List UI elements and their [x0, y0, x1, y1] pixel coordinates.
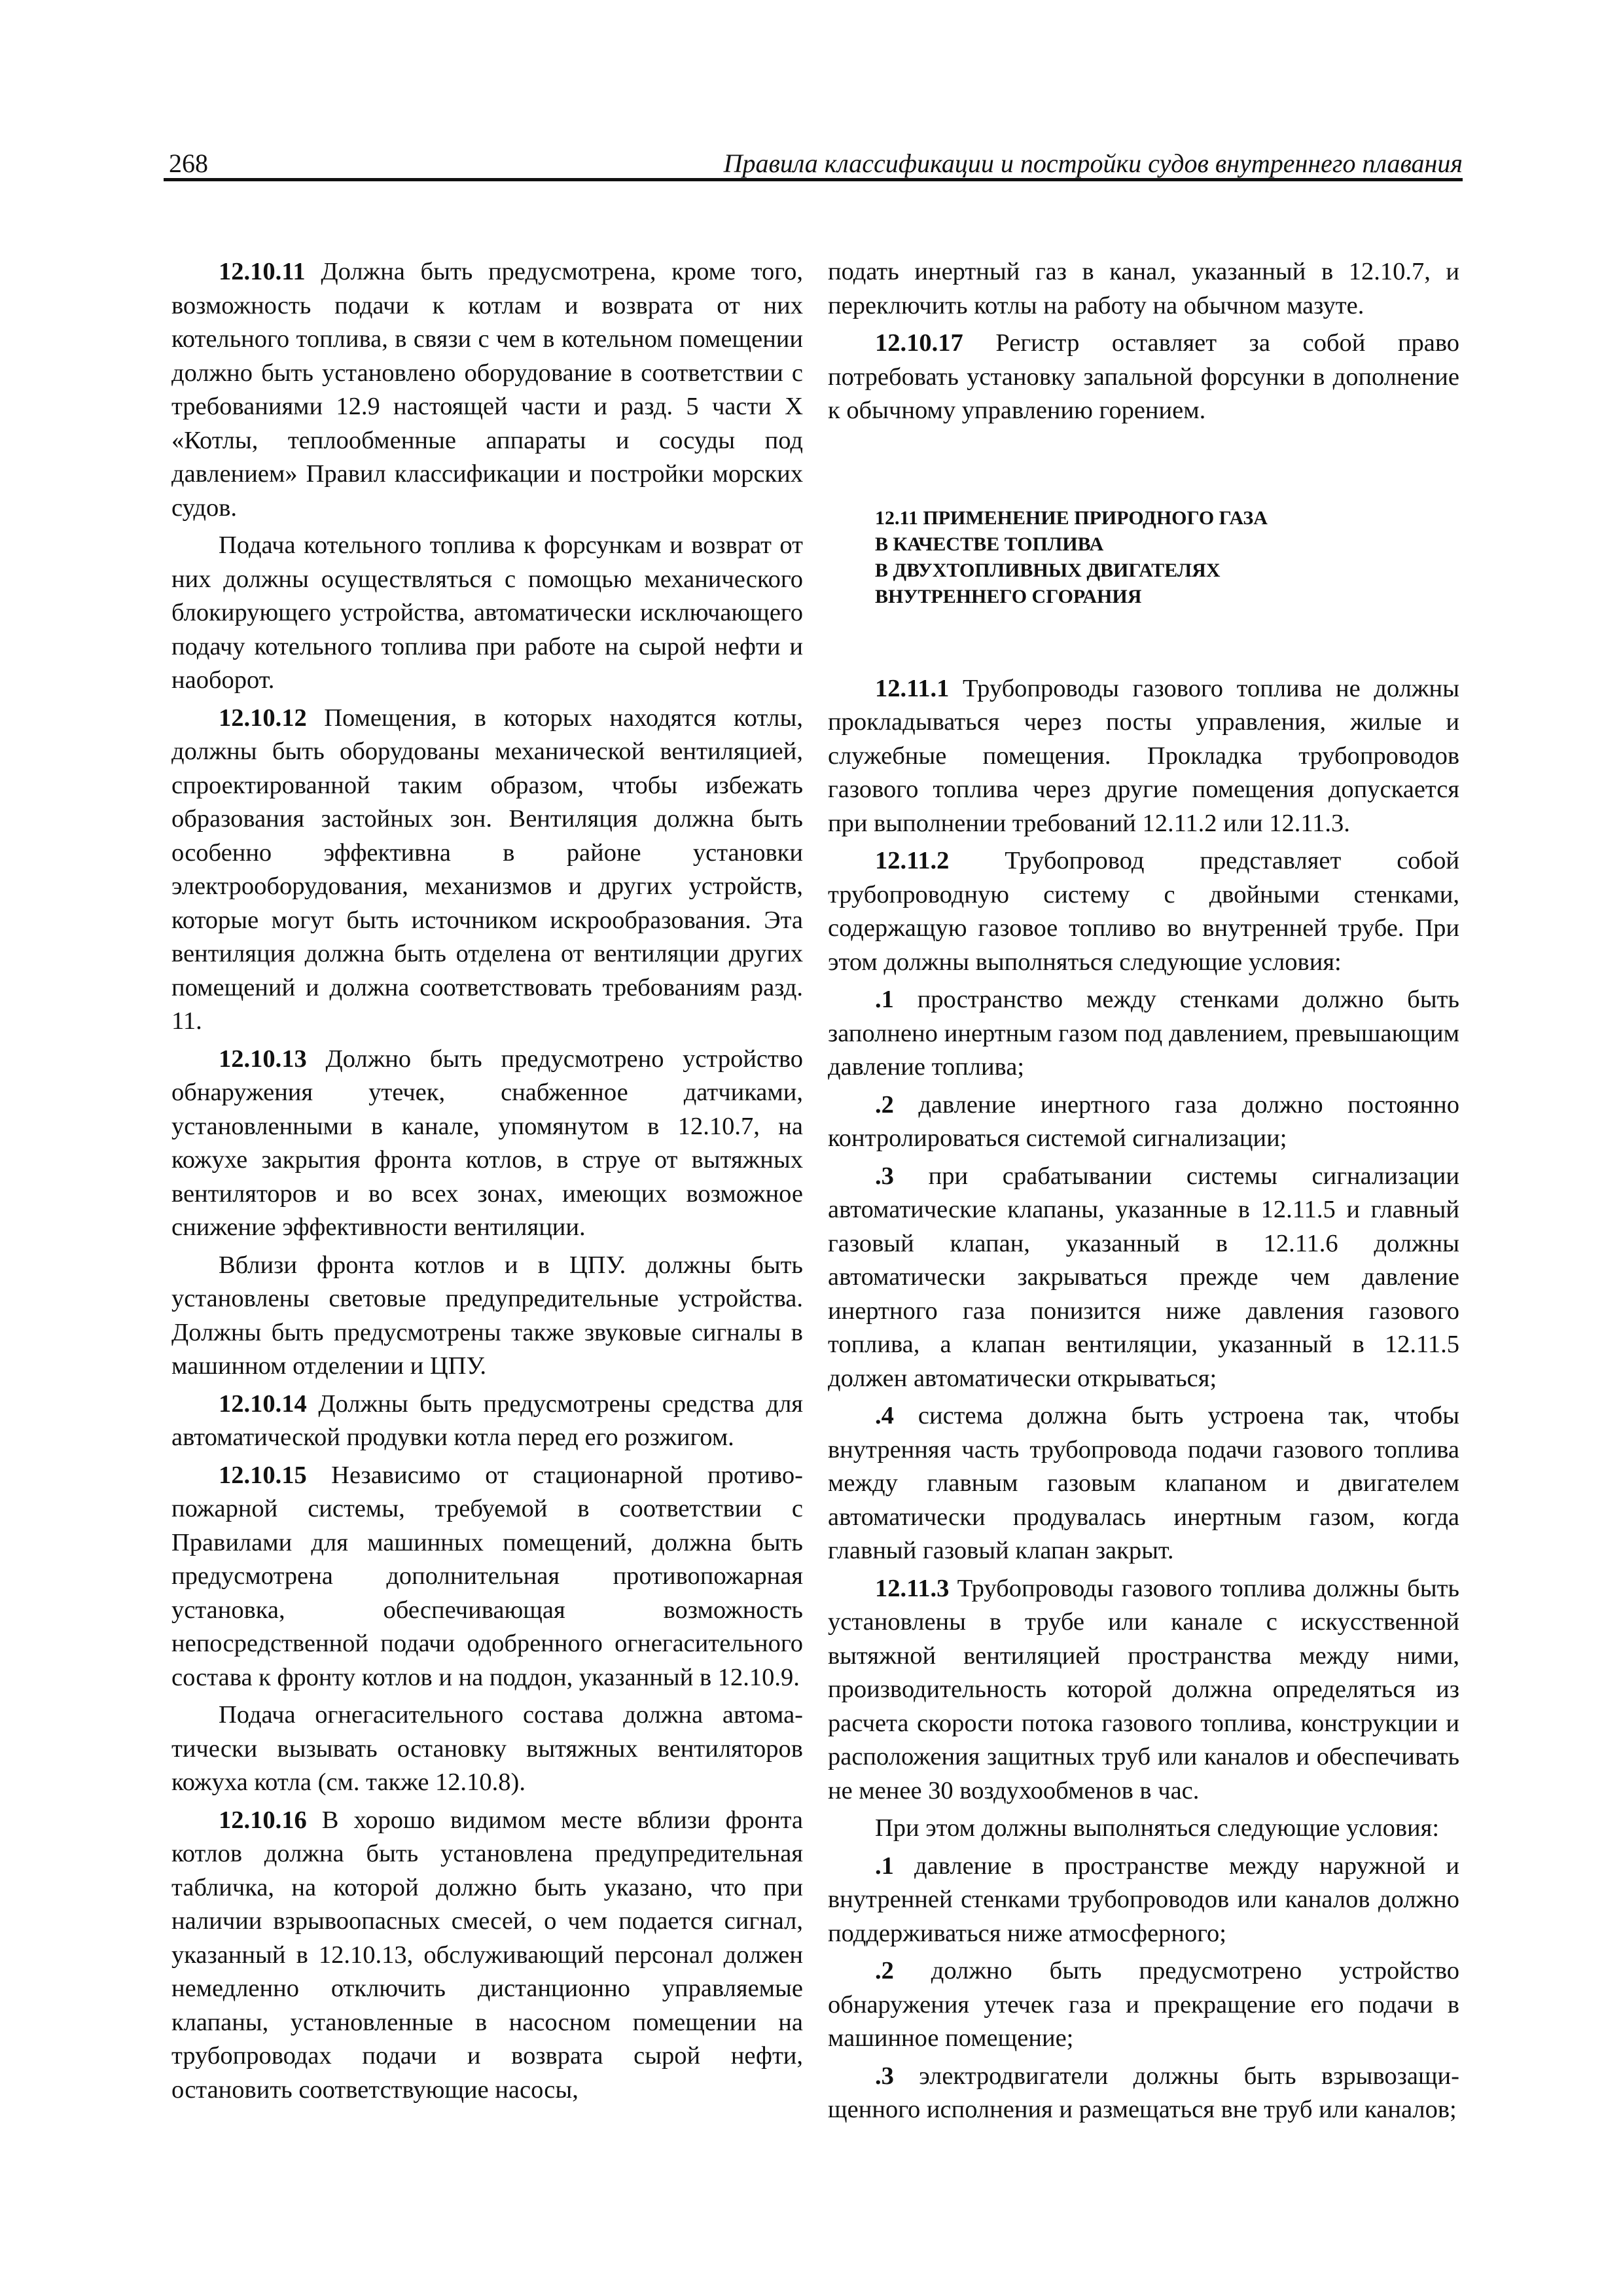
paragraph-text: Должна быть предусмотрена, кроме того, возможность подачи к котлам и возврата от них котельного топлива, в связи с чем в котельном помещении должно быть установлено оборудование в соответствии с требованиями 12.9 настоящей части и разд. 5 части X «Котлы, теплообменные аппараты и сосуды под давлением» Правил классификации и постройки морских судов.: [171, 258, 803, 522]
item-text: давление в пространстве между наружной и внутренней стенками трубопроводов или каналов должно поддерживаться ниже атмосферного;: [828, 1852, 1459, 1947]
item-text: пространство между стенками должно быть заполнено инертным газом под давлением, превышающим давление топлива;: [828, 986, 1459, 1081]
page-header: [164, 145, 1463, 182]
paragraph-12-10-17: [828, 327, 1459, 428]
clause-number: 12.10.15: [219, 1461, 307, 1489]
section-title-line: В ДВУХТОПЛИВНЫХ ДВИГАТЕЛЯХ: [875, 559, 1221, 581]
paragraph-12-11-2: [828, 844, 1459, 979]
paragraph-text: Трубопроводы газового топлива не должны прокладываться через посты управления, жилые и служебные помещения. Прокладка трубопроводов газового топлива через другие помещения допускается при выполнении требований 12.11.2 или 12.11.3.: [828, 674, 1459, 837]
paragraph-continuation: подать инертный газ в канал, указанный в 12.10.7, и переключить котлы на работу на обычном мазуте.: [828, 258, 1459, 319]
item-number: .1: [875, 1852, 894, 1880]
paragraph-text: Подача котельного топлива к форсункам и возврат от них должны осуществляться с помощью механического блокирующего устройства, автоматически исключающего подачу котельного топлива при работе на сырой нефти и наоборот.: [171, 531, 803, 694]
paragraph-text: Должны быть предусмотрены средства для автоматической продувки котла перед его розжигом.: [171, 1390, 803, 1451]
paragraph-12-10-11: [171, 255, 803, 525]
clause-number: 12.10.11: [219, 258, 306, 285]
clause-number: 12.10.17: [875, 329, 963, 357]
section-title-line: 12.11 ПРИМЕНЕНИЕ ПРИРОДНОГО ГАЗА: [875, 507, 1268, 529]
item-number: .3: [875, 1162, 894, 1190]
section-title-line: ВНУТРЕННЕГО СГОРАНИЯ: [875, 585, 1142, 607]
item-text: давление инертного газа должно постоянно контролироваться системой сигнализации;: [828, 1090, 1459, 1152]
paragraph-text: Трубопроводы газового топлива должны быть установлены в трубе или канале с искусственной вытяжной вентиляцией пространства между ними, производительность которой должна определяться из расчета скорости потока газового топлива, конструкции и расположения защитных труб или каналов и обеспечивать не менее 30 воздухообменов в час.: [828, 1574, 1459, 1804]
paragraph-12-10-13: [171, 1043, 803, 1245]
paragraph-text: Помещения, в которых находятся котлы, должны быть оборудованы механической вентиляцией, спроектированной таким образом, чтобы избежать образования застойных зон. Вентиляция должна быть особенно эффективна в районе установки электрооборудования, механизмов и других устройств, которые могут быть источником искрообразования. Эта вентиляция должна быть отделена от вентиляции других помещений и должна соответствовать требованиям разд. 11.: [171, 704, 803, 1035]
paragraph-text: Должно быть предусмотрено устройство обнаружения утечек, снабженное датчиками, установленными в канале, упомянутом в 12.10.7, на кожухе закрытия фронта котлов, в струе от вытяжных вентиляторов и во всех зонах, имеющих возможное снижение эффективности вентиляции.: [171, 1045, 803, 1241]
right-column: [828, 255, 1459, 2127]
list-item: [828, 983, 1459, 1085]
left-column: [171, 255, 803, 2107]
clause-number: 12.10.13: [219, 1045, 307, 1073]
item-text: должно быть предусмотрено устройство обнаружения утечек газа и прекращение его подачи в машинное помещение;: [828, 1957, 1459, 2052]
list-item: [828, 2060, 1459, 2127]
list-item: [828, 1954, 1459, 2056]
paragraph-text: Независимо от стационарной противопожарной системы, требуемой в соответствии с Правилами для машинных помещений, должна быть предусмотрена дополнительная противопожарная установка, обеспечивающая возможность непосредственной подачи одобренного огнегасительного состава к фронту котлов и на поддон, указанный в 12.10.9.: [171, 1461, 803, 1691]
section-title-line: В КАЧЕСТВЕ ТОПЛИВА: [875, 533, 1104, 555]
item-number: .2: [875, 1090, 894, 1119]
paragraph-12-10-15: [171, 1459, 803, 1695]
clause-number: 12.10.12: [219, 704, 307, 732]
page-number: 268: [169, 149, 208, 178]
item-text: электродвигатели должны быть взрывозащищенного исполнения и размещаться вне труб или каналов;: [828, 2062, 1459, 2123]
paragraph-text: Подача огнегасительного состава должна автоматически вызывать остановку вытяжных вентиляторов кожуха котла (см. также 12.10.8).: [171, 1701, 803, 1796]
clause-number: 12.11.1: [875, 674, 950, 702]
paragraph-text: В хорошо видимом месте вблизи фронта котлов должна быть установлена предупредительная табличка, на которой должно быть указано, что при наличии взрывоопасных смесей, о чем подается сигнал, указанный в 12.10.13, обслуживающий персонал должен немедленно отключить дистанционно управляемые клапаны, установленные в насосном помещении на трубопроводах подачи и возврата сырой нефти, остановить соответствующие насосы,: [171, 1806, 803, 2104]
clause-number: 12.10.14: [219, 1390, 307, 1418]
paragraph-12-11-3: [828, 1572, 1459, 1808]
paragraph-text: Регистр оставляет за собой право потребовать установку запальной форсунки в дополнение к обычному управлению горением.: [828, 329, 1459, 424]
item-number: .4: [875, 1402, 894, 1429]
paragraph-text: При этом должны выполняться следующие условия:: [875, 1814, 1440, 1842]
list-item: [828, 1088, 1459, 1156]
paragraph-12-10-16: [171, 1804, 803, 2108]
clause-number: 12.10.16: [219, 1806, 307, 1834]
header-rule: [164, 178, 1463, 181]
list-item: [828, 1399, 1459, 1568]
item-number: .2: [875, 1957, 894, 1984]
clause-number: 12.11.3: [875, 1574, 950, 1602]
clause-number: 12.11.2: [875, 847, 950, 874]
section-heading: [828, 505, 1459, 610]
item-text: система должна быть устроена так, чтобы внутренняя часть трубопровода подачи газового топлива между главным газовым клапаном и двигателем автоматически продувалась инертным газом, когда главный газовый клапан закрыт.: [828, 1402, 1459, 1564]
paragraph-12-10-14: [171, 1388, 803, 1455]
running-title: Правила классификации и постройки судов внутреннего плавания: [723, 149, 1463, 178]
paragraph-text: Вблизи фронта котлов и в ЦПУ. должны быть установлены световые предупредительные устройства. Должны быть предусмотрены также звуковые сигналы в машинном отделении и ЦПУ.: [171, 1251, 803, 1380]
item-text: при срабатывании системы сигнализации автоматические клапаны, указанные в 12.11.5 и главный газовый клапан, указанный в 12.11.6 должны автоматически закрываться прежде чем давление инертного газа понизится ниже давления газового топлива, а клапан вентиляции, указанный в 12.11.5 должен автоматически открываться;: [828, 1162, 1459, 1392]
item-number: .3: [875, 2062, 894, 2090]
paragraph-12-11-1: [828, 672, 1459, 841]
list-item: [828, 1850, 1459, 1951]
item-number: .1: [875, 986, 894, 1013]
list-item: [828, 1160, 1459, 1396]
paragraph-12-10-12: [171, 702, 803, 1039]
paragraph-text: Трубопровод представляет собой трубопроводную систему с двойными стенками, содержащую газовое топливо во внутренней трубе. При этом должны выполняться следующие условия:: [828, 847, 1459, 976]
